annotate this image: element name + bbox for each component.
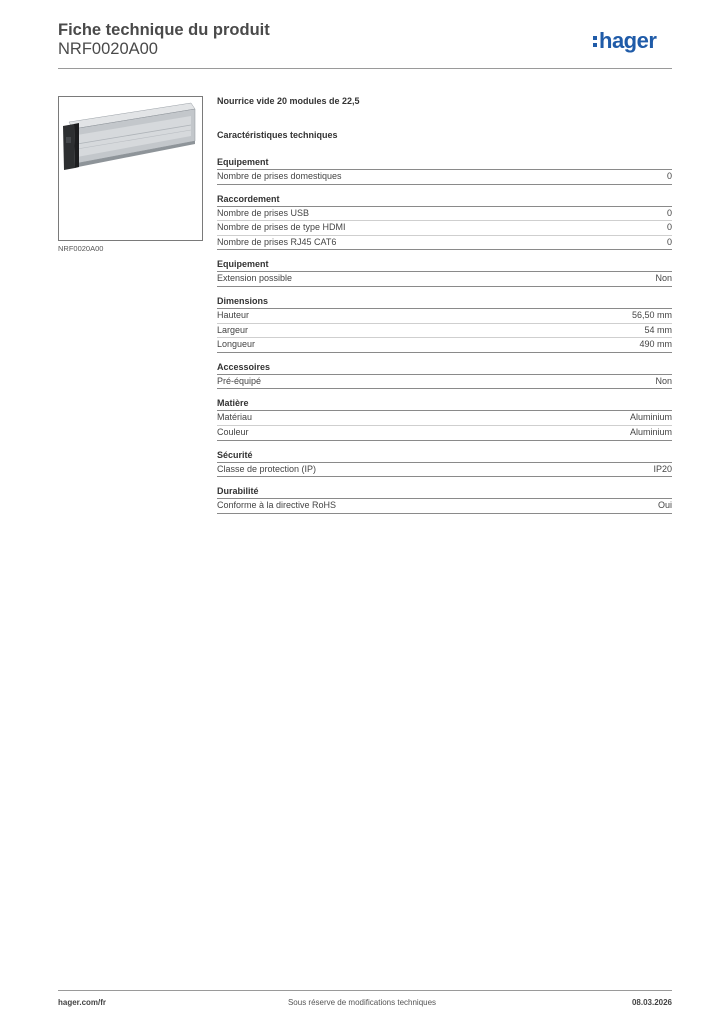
spec-group: [217, 397, 672, 440]
spec-group: [217, 258, 672, 287]
spec-value: 0: [666, 207, 672, 218]
spec-row: [217, 338, 672, 353]
spec-value: 490 mm: [639, 339, 672, 350]
spec-groups: [217, 156, 672, 514]
spec-label: Classe de protection (IP): [217, 463, 317, 474]
spec-value: Non: [655, 273, 672, 284]
product-image: [58, 96, 203, 241]
product-name: Nourrice vide 20 modules de 22,5: [217, 96, 360, 106]
spec-section: [217, 96, 672, 514]
spec-group-title: Equipement: [217, 258, 672, 272]
spec-group-title: Matière: [217, 397, 672, 411]
spec-row: [217, 426, 672, 441]
spec-label: Extension possible: [217, 273, 293, 284]
image-caption: NRF0020A00: [58, 244, 104, 253]
footer-divider: [58, 990, 672, 991]
spec-group: [217, 295, 672, 353]
spec-group-title: Equipement: [217, 156, 672, 170]
spec-value: Aluminium: [629, 412, 672, 423]
spec-label: Pré-équipé: [217, 375, 262, 386]
header-divider: [58, 68, 672, 69]
spec-row: [217, 463, 672, 478]
spec-row: [217, 375, 672, 390]
spec-value: 0: [666, 236, 672, 247]
spec-value: 56,50 mm: [631, 309, 672, 320]
spec-row: [217, 324, 672, 339]
spec-label: Matériau: [217, 412, 253, 423]
spec-value: Oui: [657, 500, 672, 511]
spec-row: [217, 221, 672, 236]
product-illustration: [59, 97, 202, 240]
logo-text: hager: [599, 28, 657, 53]
spec-group-title: Durabilité: [217, 485, 672, 499]
product-reference: NRF0020A00: [58, 40, 158, 58]
spec-row: [217, 207, 672, 222]
spec-heading: Caractéristiques techniques: [217, 130, 338, 140]
spec-row: [217, 499, 672, 514]
spec-row: [217, 411, 672, 426]
spec-value: 0: [666, 171, 672, 181]
spec-label: Hauteur: [217, 309, 250, 320]
document-title: Fiche technique du produit: [58, 21, 270, 39]
spec-row: [217, 236, 672, 251]
spec-value: 54 mm: [644, 324, 672, 335]
spec-label: Largeur: [217, 324, 249, 335]
spec-value: 0: [666, 222, 672, 233]
spec-label: Nombre de prises RJ45 CAT6: [217, 236, 337, 247]
footer-notice: Sous réserve de modifications techniques: [287, 998, 437, 1007]
spec-value: IP20: [653, 463, 672, 474]
spec-label: Longueur: [217, 339, 256, 350]
spec-row: [217, 170, 672, 185]
spec-row: [217, 309, 672, 324]
spec-value: Aluminium: [629, 426, 672, 437]
spec-group: [217, 449, 672, 478]
spec-group-title: Accessoires: [217, 361, 672, 375]
spec-label: Nombre de prises domestiques: [217, 171, 342, 181]
spec-group-title: Raccordement: [217, 193, 672, 207]
spec-group-title: Sécurité: [217, 449, 672, 463]
spec-row: [217, 272, 672, 287]
footer-date: 08.03.2026: [631, 998, 672, 1007]
spec-group: [217, 485, 672, 514]
spec-group: [217, 193, 672, 251]
spec-label: Couleur: [217, 426, 249, 437]
spec-group: [217, 156, 672, 185]
spec-group-title: Dimensions: [217, 295, 672, 309]
hager-logo: [591, 27, 675, 57]
spec-label: Nombre de prises de type HDMI: [217, 222, 346, 233]
spec-group: [217, 361, 672, 390]
spec-label: Nombre de prises USB: [217, 207, 310, 218]
spec-value: Non: [655, 375, 672, 386]
spec-label: Conforme à la directive RoHS: [217, 500, 337, 511]
footer-website: hager.com/fr: [58, 998, 107, 1007]
